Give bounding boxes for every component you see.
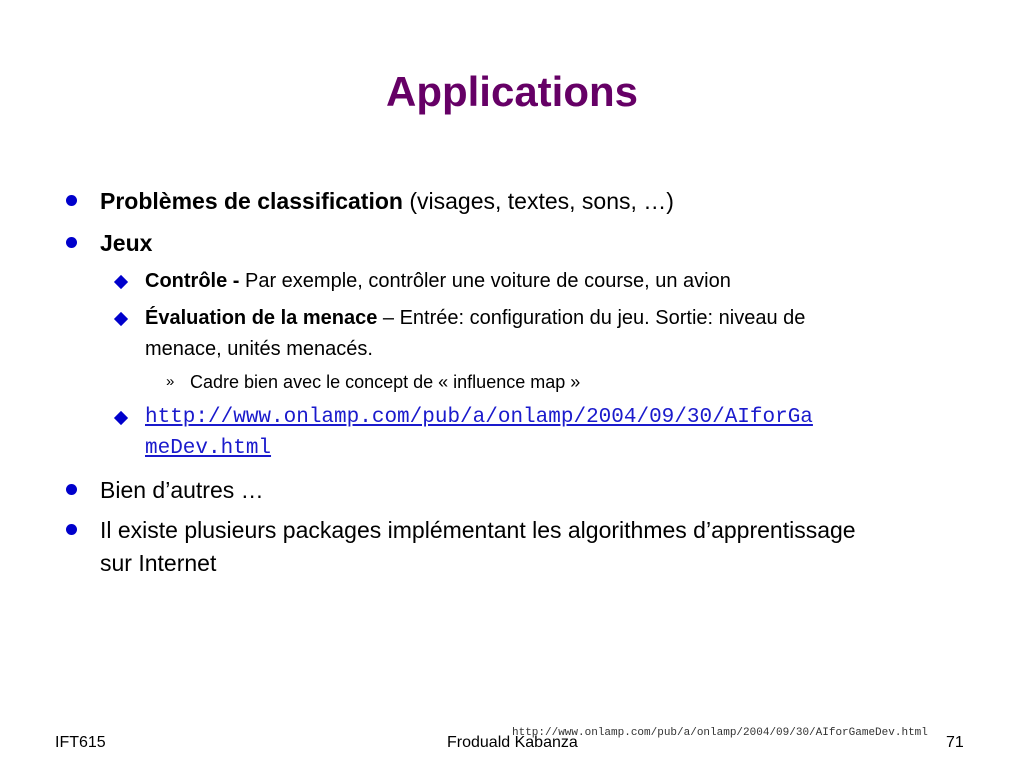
bullet-bien-dautres: Bien d’autres … bbox=[100, 477, 264, 503]
bullet-classification-bold: Problèmes de classification bbox=[100, 188, 403, 214]
bullet-dot-icon bbox=[66, 195, 77, 206]
sub-bullet-controle-text: Par exemple, contrôler une voiture de course, un avion bbox=[245, 270, 731, 292]
onlamp-link-cont[interactable] bbox=[145, 437, 271, 460]
footer-page-number: 71 bbox=[946, 734, 964, 751]
bullet-diamond-icon bbox=[114, 411, 128, 425]
footer-url: http://www.onlamp.com/pub/a/onlamp/2004/09/30/AIforGameDev.html bbox=[512, 727, 928, 739]
bullet-classification bbox=[100, 188, 674, 215]
sub-bullet-controle bbox=[145, 270, 731, 293]
bullet-dot-icon bbox=[66, 237, 77, 248]
bullet-packages-line2: sur Internet bbox=[100, 550, 217, 576]
sub-bullet-evaluation-bold: Évaluation de la menace bbox=[145, 307, 378, 329]
bullet-diamond-icon bbox=[114, 312, 128, 326]
footer-author: Froduald Kabanza bbox=[447, 734, 578, 751]
bullet-jeux: Jeux bbox=[100, 230, 153, 256]
bullet-classification-text: (visages, textes, sons, …) bbox=[402, 188, 674, 214]
onlamp-link-line2[interactable]: meDev.html bbox=[145, 437, 272, 460]
bullet-dot-icon bbox=[66, 484, 77, 495]
bullet-diamond-icon bbox=[114, 275, 128, 289]
chevron-right-icon: » bbox=[166, 373, 175, 390]
sub-sub-bullet-influence-map: Cadre bien avec le concept de « influence map » bbox=[190, 372, 581, 392]
slide-title: Applications bbox=[385, 68, 639, 115]
sub-bullet-evaluation-text: – Entrée: configuration du jeu. Sortie: niveau de bbox=[377, 307, 806, 329]
onlamp-link[interactable] bbox=[145, 406, 813, 429]
onlamp-link-line1[interactable]: http://www.onlamp.com/pub/a/onlamp/2004/09/30/AIforGa bbox=[145, 406, 813, 429]
bullet-packages: Il existe plusieurs packages implémentant les algorithmes d’apprentissage bbox=[100, 517, 856, 543]
footer-course: IFT615 bbox=[55, 734, 106, 751]
sub-bullet-controle-bold: Contrôle - bbox=[145, 270, 245, 292]
sub-bullet-evaluation bbox=[145, 307, 805, 330]
bullet-dot-icon bbox=[66, 524, 77, 535]
sub-bullet-evaluation-line2: menace, unités menacés. bbox=[145, 338, 373, 360]
